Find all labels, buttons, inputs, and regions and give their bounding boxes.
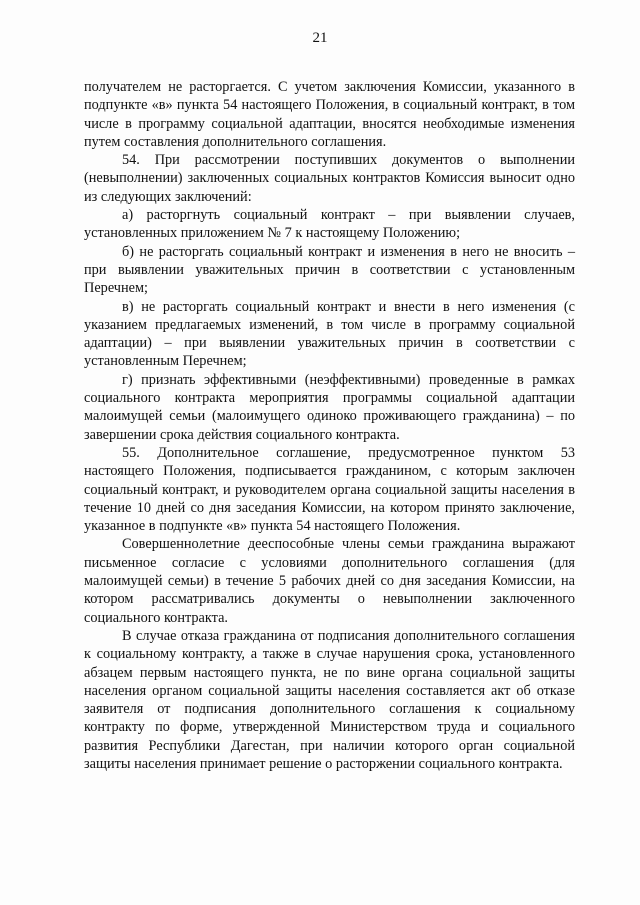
- paragraph-subitem-g: г) признать эффективными (неэффективными) проведенные в рамках социального контракта мероприятия программы социальной адаптации малоимущей семьи (малоимущего одиноко проживающего гражданина) – по завершении срока действия социального контракта.: [84, 371, 575, 443]
- paragraph-family-consent: Совершеннолетние дееспособные члены семьи гражданина выражают письменное согласие с условиями дополнительного соглашения (для малоимущей семьи) в течение 5 рабочих дней со дня заседания Комиссии, на котором рассматривались документы о невыполнении заключенного социального контракта.: [84, 536, 575, 626]
- paragraph-continuation: получателем не расторгается. С учетом заключения Комиссии, указанного в подпункте «в» пункта 54 настоящего Положения, в социальный контракт, в том числе в программу социальной адаптации, вносятся необходимые изменения путем составления дополнительного соглашения.: [84, 79, 575, 150]
- page-number: 21: [312, 30, 328, 46]
- document-body: [84, 78, 575, 773]
- paragraph-refusal-case: В случае отказа гражданина от подписания дополнительного соглашения к социальному контракту, а также в случае нарушения срока, установленного абзацем первым настоящего пункта, не по вине органа социальной защиты населения органом социальной защиты населения составляется акт об отказе заявителя от подписания дополнительного соглашения к социальному контракту по форме, утвержденной Министерством труда и социального развития Республики Дагестан, при наличии которого орган социальной защиты населения принимает решение о расторжении социального контракта.: [84, 627, 575, 772]
- paragraph-subitem-b: б) не расторгать социальный контракт и изменения в него не вносить – при выявлении уважительных причин в соответствии с установленным Перечнем;: [84, 243, 575, 297]
- paragraph-item-54: 54. При рассмотрении поступивших документов о выполнении (невыполнении) заключенных социальных контрактов Комиссия выносит одно из следующих заключений:: [84, 152, 575, 205]
- paragraph-subitem-v: в) не расторгать социальный контракт и внести в него изменения (с указанием предлагаемых изменений, в том числе в программу социальной адаптации) – при выявлении уважительных причин в соответствии с установленным Перечнем;: [84, 298, 575, 370]
- paragraph-subitem-a: а) расторгнуть социальный контракт – при выявлении случаев, установленных приложением № 7 к настоящему Положению;: [84, 207, 575, 242]
- paragraph-item-55: 55. Дополнительное соглашение, предусмотренное пунктом 53 настоящего Положения, подписывается гражданином, с которым заключен социальный контракт, и руководителем органа социальной защиты населения в течение 10 дней со дня заседания Комиссии, на котором принято заключение, указанное в подпункте «в» пункта 54 настоящего Положения.: [84, 444, 575, 535]
